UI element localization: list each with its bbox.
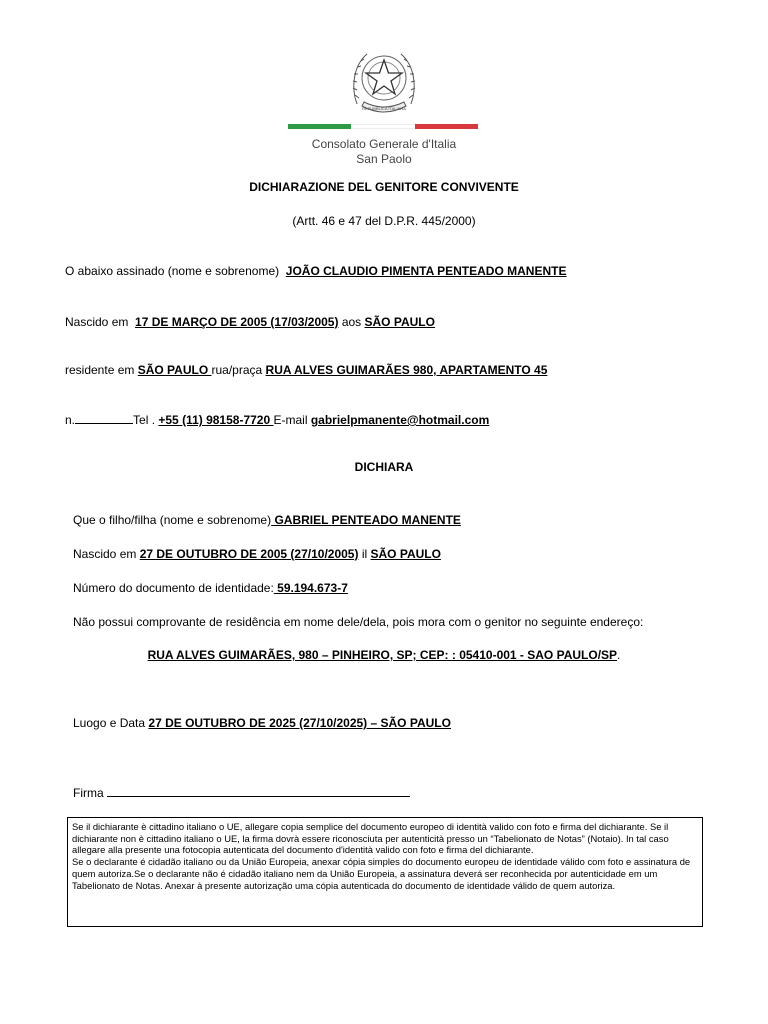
child-birth-line (73, 547, 441, 561)
declarant-contact-line (65, 412, 489, 427)
child-doc-label: Número do documento de identidade: (73, 581, 274, 595)
child-address: RUA ALVES GUIMARÃES, 980 – PINHEIRO, SP; CEP: : 05410-001 - SAO PAULO/SP (147, 648, 618, 662)
declarant-born-at-label: aos (341, 315, 362, 329)
place-date-line (73, 716, 451, 730)
declarant-born-label: Nascido em (65, 315, 129, 329)
signature-label: Firma (73, 786, 104, 800)
child-address-line (0, 648, 768, 662)
tel-label: Tel . (133, 413, 156, 427)
declarant-resident-city: SÃO PAULO (137, 363, 212, 377)
flag-white (351, 124, 414, 129)
child-name-label: Que o filho/filha (nome e sobrenome) (73, 513, 272, 527)
number-blank-field (75, 412, 133, 424)
child-born-label: Nascido em (73, 547, 137, 561)
child-address-end: . (617, 648, 621, 662)
note-italian: Se il dichiarante è cittadino italiano o UE, allegare copia semplice del documento europeo di identità valido con foto e firma del dichiarante. Se il dichiarante non è cittadino italiano o UE, la firma dovrà essere riconosciuta per autenticità presso un “Tabelionato de Notas” (Notaio). In tal caso allegare alla presente una fotocopia autenticata del documento d'identità valido con foto e firma del dichiarante. (72, 821, 669, 856)
declarant-email: gabrielpmanente@hotmail.com (310, 413, 490, 427)
italian-republic-emblem-icon (349, 44, 419, 120)
declarant-birth-date: 17 DE MARÇO DE 2005 (17/03/2005) (135, 315, 339, 329)
declarant-resident-label: residente em (65, 363, 135, 377)
consulate-city: San Paolo (356, 152, 412, 166)
declarant-name-label: O abaixo assinado (nome e sobrenome) (65, 264, 280, 278)
child-name: GABRIEL PENTEADO MANENTE (271, 513, 461, 527)
declarant-name: JOÃO CLAUDIO PIMENTA PENTEADO MANENTE (285, 264, 567, 278)
declarant-name-line (65, 264, 566, 278)
child-document-line (73, 581, 348, 595)
document-title: DICHIARAZIONE DEL GENITORE CONVIVENTE (249, 180, 519, 194)
italian-flag-stripe (288, 124, 478, 129)
child-birth-date: 27 DE OUTUBRO DE 2005 (27/10/2005) (139, 547, 359, 561)
declarant-tel: +55 (11) 98158-7720 (158, 413, 274, 427)
child-name-line (73, 513, 461, 527)
emblem-ribbon-text: REPUBBLICA ITALIANA (362, 106, 406, 111)
child-born-at-label: il (361, 547, 368, 561)
declarant-residence-line (65, 363, 547, 377)
place-date-label: Luogo e Data (73, 716, 146, 730)
flag-red (415, 124, 478, 129)
place-date-value: 27 DE OUTUBRO DE 2025 (27/10/2025) – SÃO PAULO (148, 716, 451, 730)
child-residence-text: Não possui comprovante de residência em nome dele/dela, pois mora com o genitor no seguinte endereço: (73, 615, 644, 629)
declares-heading: DICHIARA (354, 460, 414, 474)
declarant-street: RUA ALVES GUIMARÃES 980, APARTAMENTO 45 (265, 363, 548, 377)
child-birth-place: SÃO PAULO (370, 547, 441, 561)
declarant-street-label: rua/praça (211, 363, 263, 377)
declarant-birth-place: SÃO PAULO (364, 315, 435, 329)
consulate-name: Consolato Generale d'Italia (311, 137, 457, 151)
instructions-note-box (67, 817, 703, 927)
declarant-birth-line (65, 315, 435, 329)
email-label: E-mail (273, 413, 308, 427)
signature-field (107, 785, 410, 797)
document-subtitle: (Artt. 46 e 47 del D.P.R. 445/2000) (292, 214, 476, 228)
child-doc-number: 59.194.673-7 (273, 581, 348, 595)
number-label: n. (65, 413, 76, 427)
note-portuguese: Se o declarante é cidadão italiano ou da União Europeia, anexar cópia simples do documento europeu de identidade válido com foto e assinatura de quem autoriza.Se o declarante não é cidadão italiano nem da União Europeia, a assinatura deverá ser reconhecida por autenticidade em um Tabelionato de Notas. Anexar à presente autorização uma cópia autenticada do documento de identidade válido de quem autoriza. (72, 856, 691, 891)
signature-line (73, 785, 410, 800)
flag-green (288, 124, 351, 129)
